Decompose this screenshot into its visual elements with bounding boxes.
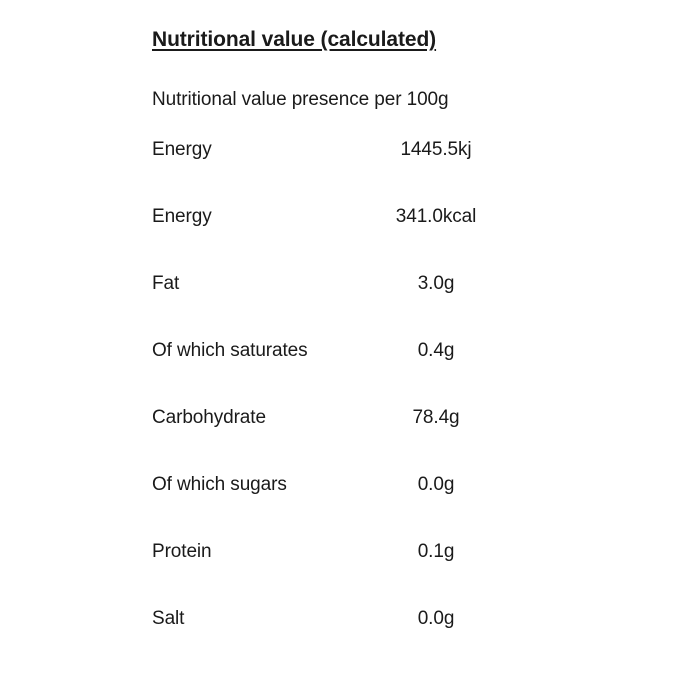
nutrient-label: Protein	[152, 541, 212, 562]
nutrient-value: 0.1g	[417, 541, 455, 562]
nutrient-label: Salt	[152, 608, 185, 629]
table-row	[0, 474, 700, 541]
nutrient-value: 0.0g	[417, 608, 455, 629]
nutrient-value: 3.0g	[417, 273, 455, 294]
nutrient-value: 341.0kcal	[395, 206, 477, 227]
nutrient-label: Fat	[152, 273, 180, 294]
nutrient-value: 0.4g	[417, 340, 455, 361]
nutrient-value: 78.4g	[412, 407, 460, 428]
table-row	[0, 273, 700, 340]
nutrient-label: Energy	[152, 206, 212, 227]
nutrient-label: Of which saturates	[152, 340, 308, 361]
table-row	[0, 340, 700, 407]
nutrition-table	[0, 139, 700, 675]
serving-basis-text: Nutritional value presence per 100g	[152, 89, 449, 110]
nutrient-value: 1445.5kj	[400, 139, 472, 160]
nutrient-value: 0.0g	[417, 474, 455, 495]
page-title: Nutritional value (calculated)	[152, 28, 437, 51]
nutrient-label: Carbohydrate	[152, 407, 266, 428]
table-row	[0, 541, 700, 608]
nutrient-label: Energy	[152, 139, 212, 160]
table-row	[0, 139, 700, 206]
table-row	[0, 608, 700, 675]
table-row	[0, 206, 700, 273]
nutrient-label: Of which sugars	[152, 474, 287, 495]
table-row	[0, 407, 700, 474]
